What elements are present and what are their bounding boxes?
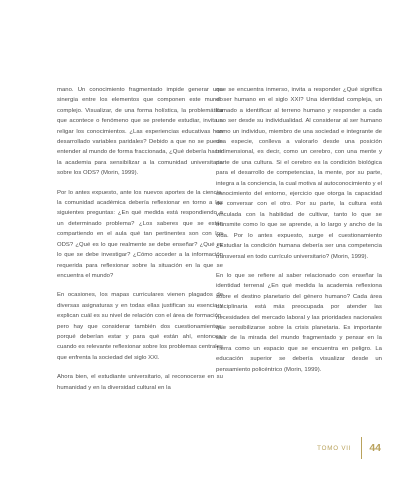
page-footer — [317, 438, 381, 458]
paragraph: En lo que se refiere al saber relacionado con enseñar la identidad terrenal ¿En qué medida la academia reflexiona sobre el destino planetario del género humano? Cada área disciplinaria está más preocupada por atender las necesidades del mercado laboral y las prioridades nacionales que sensibilizarse sobre la crisis planetaria. Es importante salir de la mirada del mundo fragmentado y pensar en la Tierra como un espacio que se encuentra en peligro. La educación superior se debería visualizar desde un pensamiento policéntrico (Morin, 1999). — [216, 272, 382, 373]
footer-divider — [361, 437, 362, 459]
paragraph: Por lo antes expuesto, ante los nuevos aportes de la ciencia, la comunidad académica debería reflexionar en torno a las siguientes preguntas: ¿En qué medida está respondiendo a un determinado problema? ¿Los saberes que se están compartiendo en el aula qué tan pertinentes son con los ODS? ¿Qué es lo que realmente se debe enseñar? ¿Qué es lo que se debe investigar? ¿Cómo acceder a la información requerida para reflexionar sobre la situación en la que se encuentra el mundo? — [57, 189, 223, 279]
paragraph: En ocasiones, los mapas curriculares vienen plagados de diversas asignaturas y en todas ellas justifican su esencia y explican cuál es su nivel de relación con el área de formación, pero hay que considerar también dos cuestionamientos: porqué deberían estar y para qué están ahí, entonces, cuando es relevante reflexionar sobre los problemas centrales que enfrenta la sociedad del siglo XXI. — [57, 292, 223, 361]
paragraph: que se encuentra inmerso, invita a responder ¿Qué significa el ser humano en el siglo XXI? Una identidad compleja, un llamado a identificar al terreno humano y responder a cada uno ser desde su individualidad. Al considerar al ser humano como un individuo, miembro de una sociedad e integrante de una especie, conlleva a valorarlo desde una posición tridimensional, es decir, como un cerebro, con una mente y parte de una cultura. Si el cerebro es la condición biológica para el desarrollo de competencias, la mente, por su parte, integra a la conciencia, la cual motiva al autoconocimiento y el conocimiento del entorno, ejercicio que otorga la capacidad de conversar con el otro. Por su parte, la cultura está vinculada con la habilidad de cultivar, tanto lo que se transmite como lo que se aprende, a lo largo y ancho de la vida. Por lo antes expuesto, surge el cuestionamiento ¿Estudiar la condición humana debería ser una competencia transversal en todo currículo universitario? (Morin, 1999). — [216, 87, 382, 260]
right-text-column — [216, 85, 382, 384]
page-number: 44 — [369, 442, 381, 454]
series-label: TOMO VII — [317, 444, 352, 452]
paragraph: mano. Un conocimiento fragmentado impide generar una sinergia entre los elementos que componen este mundo complejo. Visualizar, de una forma holística, la problemática que acontece o fenómeno que se pretende estudiar, invita a religar los conocimientos. ¿Las experiencias educativas han desarrollado variables paridales? Debido a que no se puede entender al mundo de forma fraccionada, ¿Qué debería hacer la academia para sensibilizar a la comunidad universitaria sobre los ODS? (Morin, 1999). — [57, 87, 223, 177]
paragraph: Ahora bien, el estudiante universitario, al reconocerse en su humanidad y en la diversidad cultural en la — [57, 374, 223, 391]
left-text-column — [57, 85, 223, 402]
